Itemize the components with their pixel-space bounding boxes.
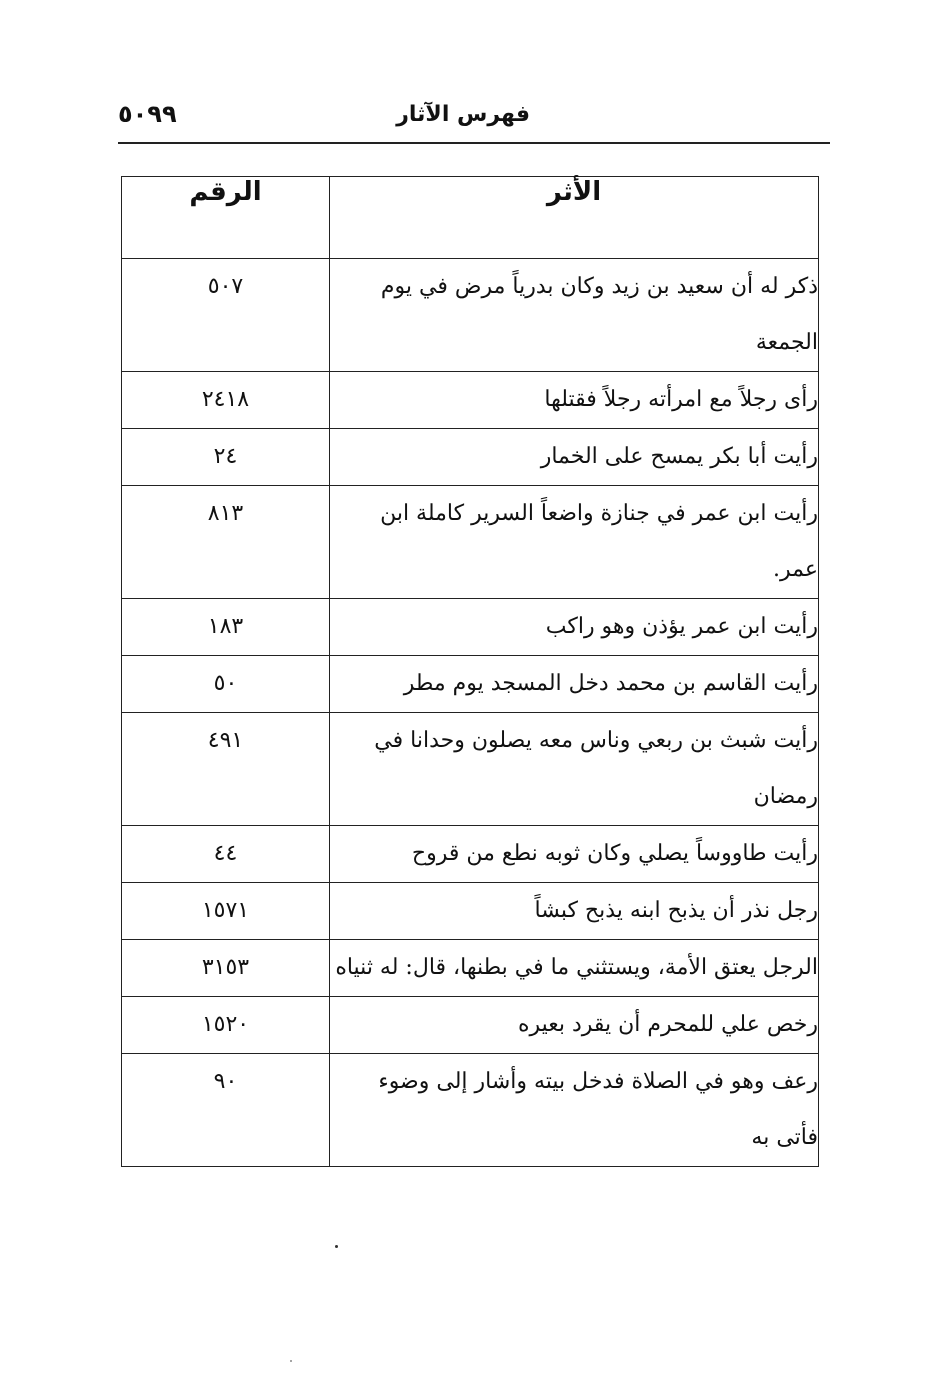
athar-text: رأى رجلاً مع امرأته رجلاً فقتلها — [330, 372, 819, 429]
athar-text: رأيت شبث بن ربعي وناس معه يصلون وحدانا في رمضان — [330, 713, 819, 826]
table-row — [122, 429, 819, 486]
athar-text: رأيت طاووساً يصلي وكان ثوبه نطع من قروح — [330, 826, 819, 883]
table-row — [122, 599, 819, 656]
athar-text: ذكر له أن سعيد بن زيد وكان بدرياً مرض في يوم الجمعة — [330, 259, 819, 372]
athar-text: رخص علي للمحرم أن يقرد بعيره — [330, 997, 819, 1054]
athar-number: ١٥٢٠ — [122, 997, 330, 1054]
athar-text: رعف وهو في الصلاة فدخل بيته وأشار إلى وضوء فأتى به — [330, 1054, 819, 1167]
table-row — [122, 997, 819, 1054]
athar-number: ٩٠ — [122, 1054, 330, 1167]
athar-number: ٢٤ — [122, 429, 330, 486]
athar-text: رأيت ابن عمر يؤذن وهو راكب — [330, 599, 819, 656]
table-row — [122, 713, 819, 826]
athar-number: ٢٤١٨ — [122, 372, 330, 429]
table-row — [122, 372, 819, 429]
athar-number: ٥٠٧ — [122, 259, 330, 372]
athar-text: رأيت ابن عمر في جنازة واضعاً السرير كاملة ابن عمر. — [330, 486, 819, 599]
table-row — [122, 940, 819, 997]
athar-text: رجل نذر أن يذبح ابنه يذبح كبشاً — [330, 883, 819, 940]
scan-speck — [335, 1245, 338, 1248]
athar-number: ٥٠ — [122, 656, 330, 713]
table-row — [122, 259, 819, 372]
athar-number: ٨١٣ — [122, 486, 330, 599]
page-number: ٥٠٩٩ — [118, 100, 177, 128]
athar-number: ٤٤ — [122, 826, 330, 883]
table-row — [122, 826, 819, 883]
athar-number: ٣١٥٣ — [122, 940, 330, 997]
athar-text: رأيت أبا بكر يمسح على الخمار — [330, 429, 819, 486]
page-title: فهرس الآثار — [396, 102, 530, 127]
athar-number: ١٥٧١ — [122, 883, 330, 940]
athar-text: الرجل يعتق الأمة، ويستثني ما في بطنها، قال: له ثنياه — [330, 940, 819, 997]
athar-index-table — [121, 176, 819, 1167]
table-header-row — [122, 177, 819, 259]
athar-number: ٤٩١ — [122, 713, 330, 826]
scan-speck — [290, 1360, 292, 1362]
column-header-athar: الأثر — [330, 177, 819, 259]
table-row — [122, 656, 819, 713]
athar-number: ١٨٣ — [122, 599, 330, 656]
table-row — [122, 486, 819, 599]
page-header — [118, 92, 830, 144]
table-row — [122, 1054, 819, 1167]
column-header-number: الرقم — [122, 177, 330, 259]
table-row — [122, 883, 819, 940]
athar-text: رأيت القاسم بن محمد دخل المسجد يوم مطر — [330, 656, 819, 713]
